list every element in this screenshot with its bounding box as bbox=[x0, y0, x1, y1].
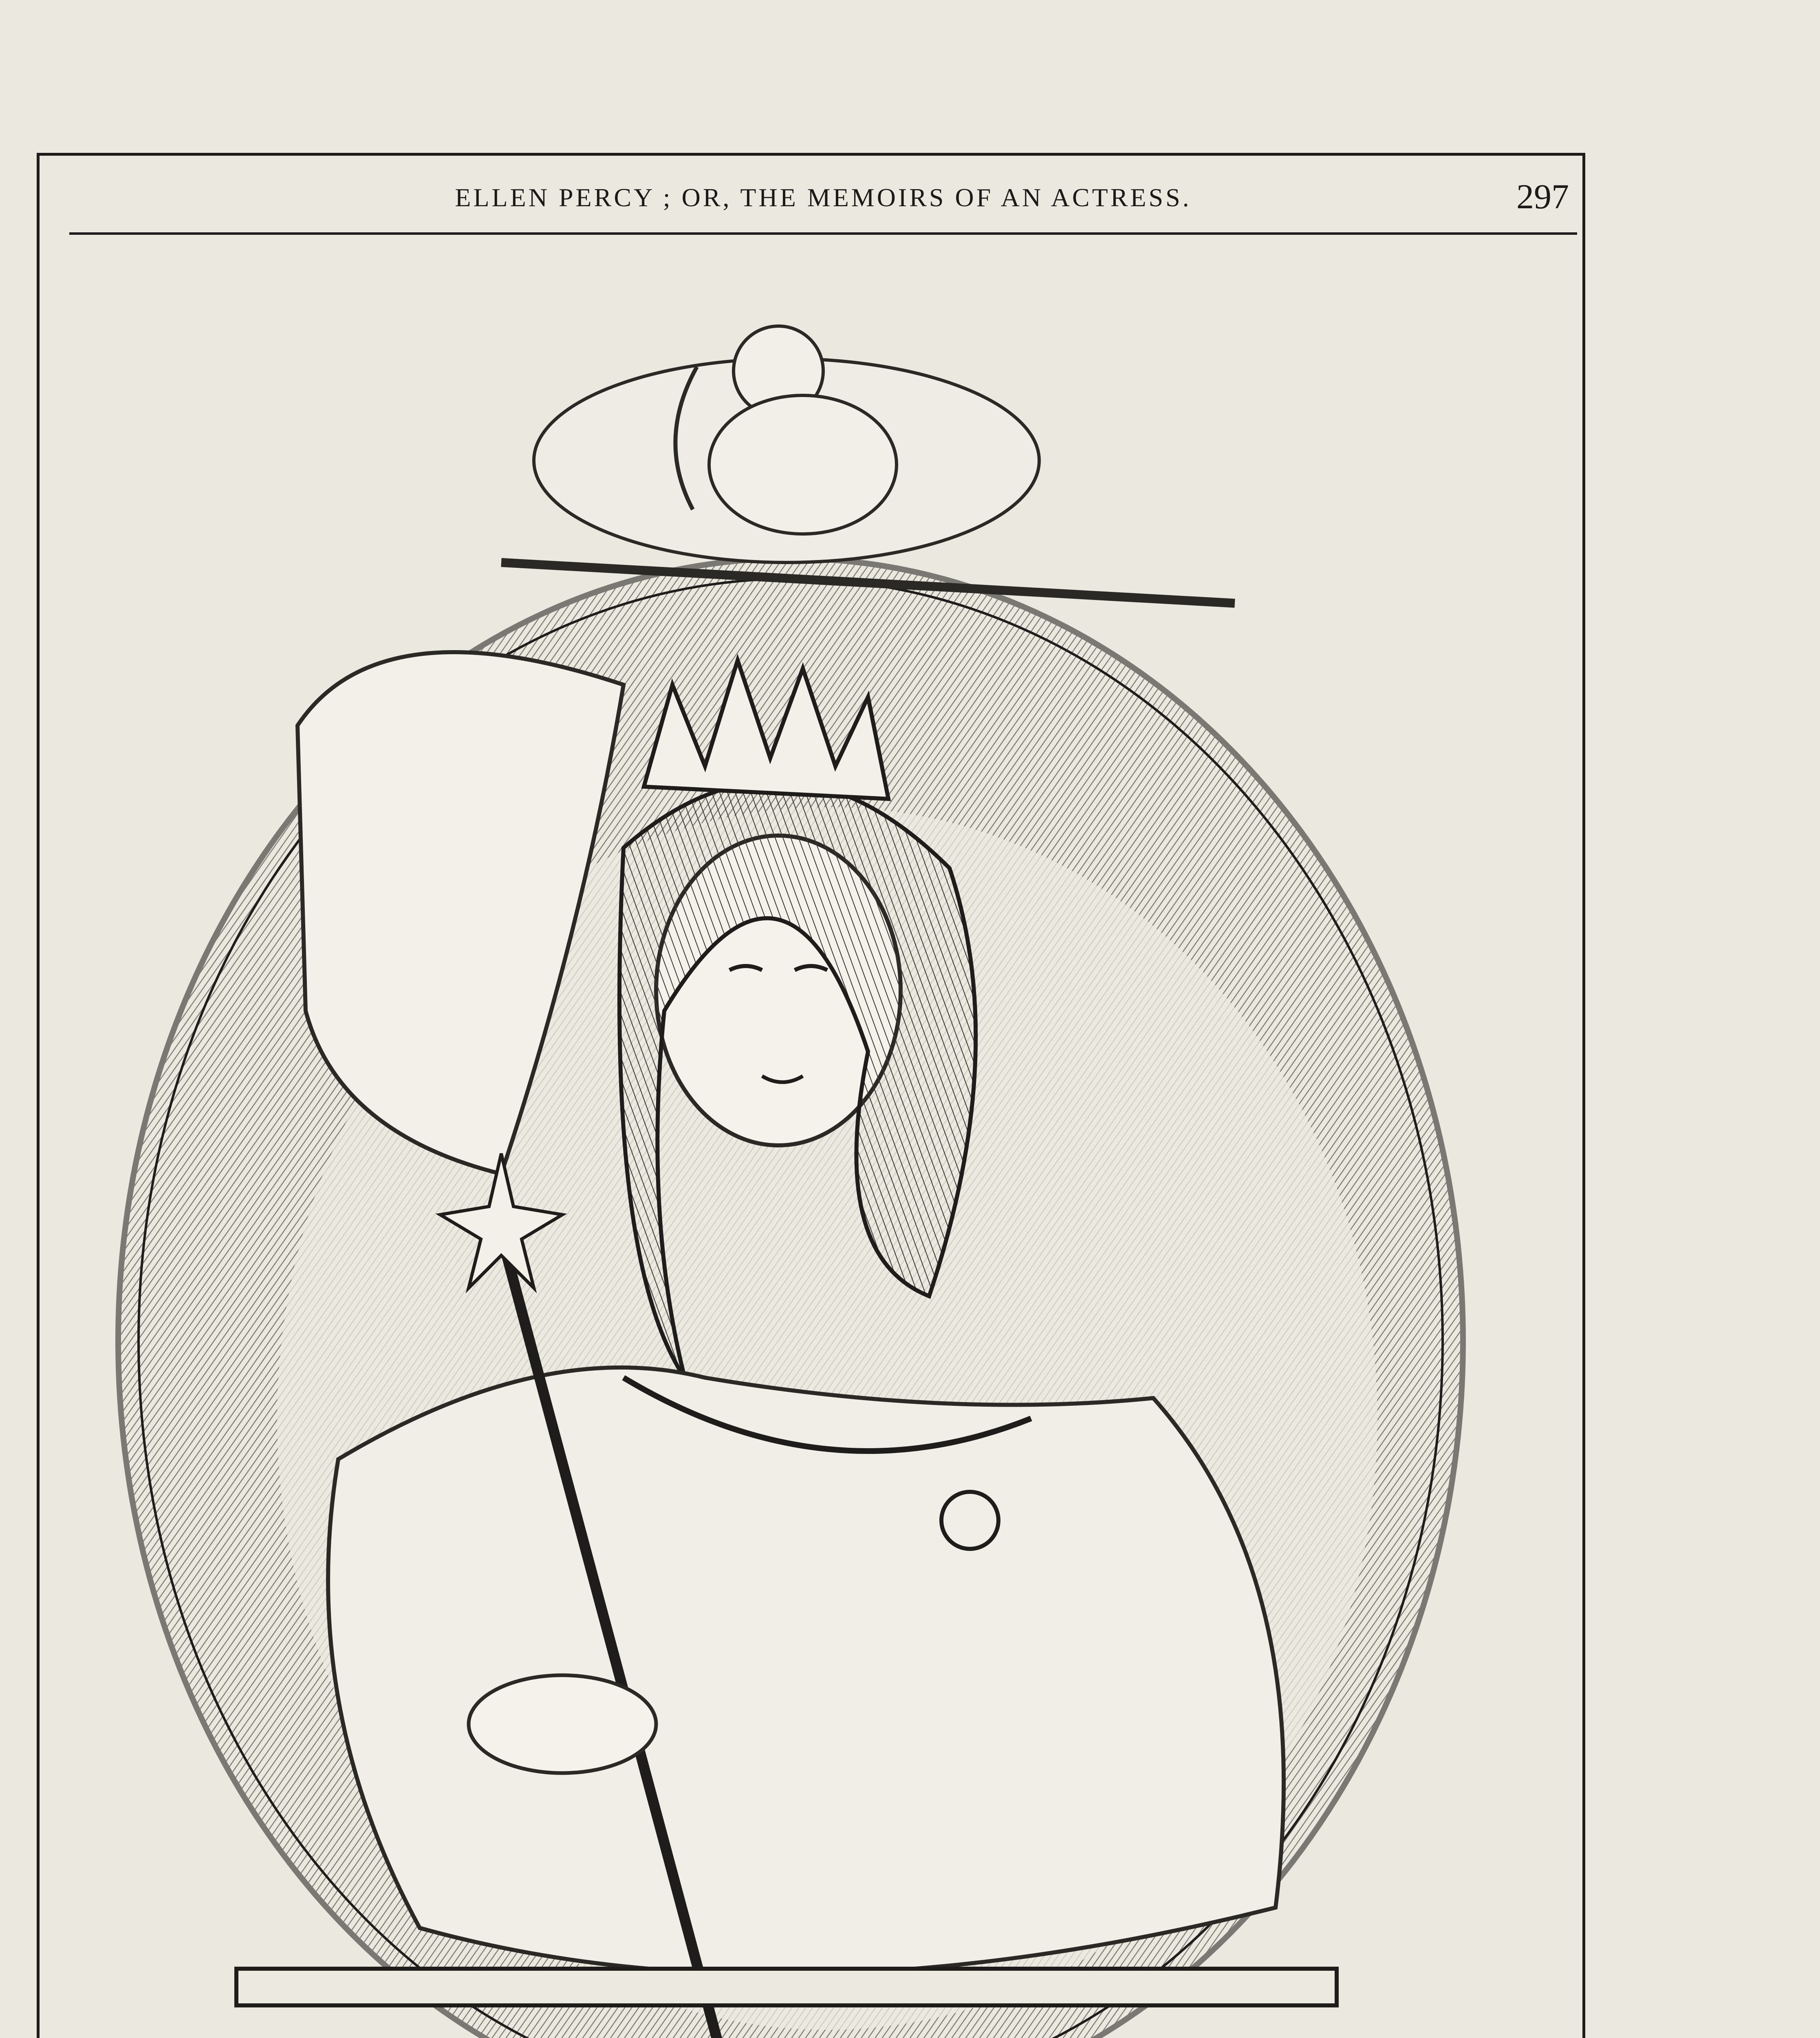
cleopatra-engraving bbox=[94, 318, 1500, 2038]
engraving-drawing bbox=[94, 318, 1500, 2038]
page-number: 297 bbox=[1516, 177, 1569, 216]
running-head bbox=[69, 171, 1577, 235]
running-title: ELLEN PERCY ; OR, THE MEMOIRS OF AN ACTRESS. bbox=[455, 183, 1192, 212]
